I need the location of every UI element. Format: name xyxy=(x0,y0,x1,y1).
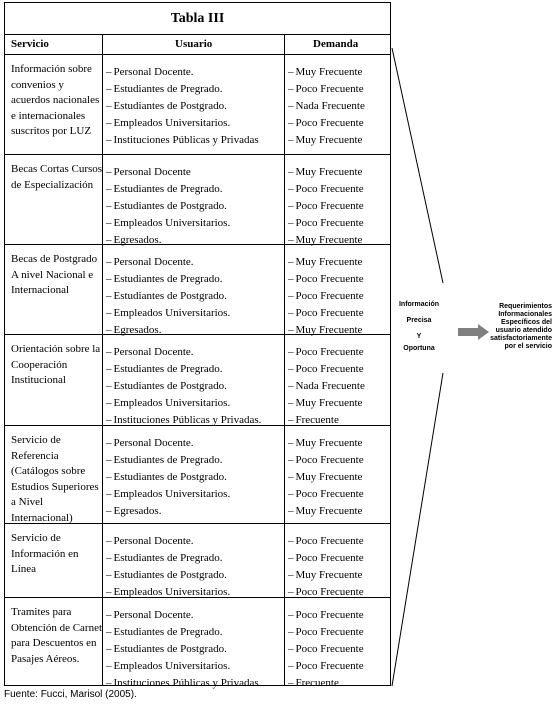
header-demanda: Demanda xyxy=(313,38,359,50)
user-item: – Estudiantes de Postgrado. xyxy=(106,641,261,658)
user-item: – Empleados Universitarios. xyxy=(106,305,230,322)
user-item: – Estudiantes de Postgrado. xyxy=(106,378,261,395)
demand-item: – Frecuente xyxy=(288,412,365,429)
demand-item: – Muy Frecuente xyxy=(288,503,364,520)
user-item: – Estudiantes de Postgrado. xyxy=(106,288,230,305)
demand-item: – Poco Frecuente xyxy=(288,305,364,322)
user-item: – Instituciones Públicas y Privadas xyxy=(106,132,259,149)
user-item: – Personal Docente. xyxy=(106,254,230,271)
user-item: – Instituciones Públicas y Privadas. xyxy=(106,675,261,692)
demand-item: – Poco Frecuente xyxy=(288,288,364,305)
user-item: – Personal Docente xyxy=(106,164,230,181)
user-item: – Empleados Universitarios. xyxy=(106,584,230,601)
user-item: – Egresados. xyxy=(106,232,230,249)
user-item: – Instituciones Públicas y Privadas. xyxy=(106,412,261,429)
header-servicio: Servicio xyxy=(11,38,49,50)
user-item: – Personal Docente. xyxy=(106,607,261,624)
user-item: – Empleados Universitarios. xyxy=(106,395,261,412)
demand-item: – Poco Frecuente xyxy=(288,658,364,675)
demand-item: – Poco Frecuente xyxy=(288,181,364,198)
demand-item: – Muy Frecuente xyxy=(288,567,364,584)
demand-item: – Poco Frecuente xyxy=(288,198,364,215)
user-item: – Estudiantes de Pregrado. xyxy=(106,452,230,469)
header-usuario: Usuario xyxy=(175,38,213,50)
demand-item: – Poco Frecuente xyxy=(288,115,365,132)
user-item: – Empleados Universitarios. xyxy=(106,115,259,132)
demand-item: – Poco Frecuente xyxy=(288,607,364,624)
user-item: – Personal Docente. xyxy=(106,64,259,81)
right-arrow-icon xyxy=(458,324,490,340)
demand-item: – Poco Frecuente xyxy=(288,452,364,469)
demand-item: – Poco Frecuente xyxy=(288,344,365,361)
demand-item: – Poco Frecuente xyxy=(288,215,364,232)
demand-item: – Poco Frecuente xyxy=(288,641,364,658)
demand-item: – Muy Frecuente xyxy=(288,132,365,149)
service-name: Orientación sobre la Cooperación Institucional xyxy=(11,343,101,386)
user-item: – Egresados. xyxy=(106,322,230,339)
user-item: – Estudiantes de Pregrado. xyxy=(106,550,230,567)
demand-item: – Poco Frecuente xyxy=(288,584,364,601)
user-item: – Estudiantes de Postgrado. xyxy=(106,567,230,584)
user-item: – Estudiantes de Pregrado. xyxy=(106,624,261,641)
user-item: – Estudiantes de Pregrado. xyxy=(106,361,261,378)
user-item: – Personal Docente. xyxy=(106,344,261,361)
demand-item: – Muy Frecuente xyxy=(288,435,364,452)
demand-item: – Poco Frecuente xyxy=(288,624,364,641)
demand-item: – Poco Frecuente xyxy=(288,361,365,378)
table-title: Tabla III xyxy=(5,3,390,35)
user-item: – Estudiantes de Pregrado. xyxy=(106,271,230,288)
info-word-1: Información xyxy=(398,301,440,308)
source-note: Fuente: Fucci, Marisol (2005). xyxy=(4,689,137,700)
user-item: – Personal Docente. xyxy=(106,533,230,550)
user-item: – Empleados Universitarios. xyxy=(106,215,230,232)
demand-item: – Poco Frecuente xyxy=(288,533,364,550)
info-word-3: Y xyxy=(416,333,422,340)
user-item: – Estudiantes de Pregrado. xyxy=(106,81,259,98)
info-quality-label xyxy=(395,300,443,360)
info-word-4: Oportuna xyxy=(403,345,435,352)
demand-item: – Muy Frecuente xyxy=(288,254,364,271)
user-item: – Empleados Universitarios. xyxy=(106,658,261,675)
demand-item: – Muy Frecuente xyxy=(288,469,364,486)
connector-top xyxy=(392,48,443,283)
demand-item: – Poco Frecuente xyxy=(288,81,365,98)
demand-item: – Muy Frecuente xyxy=(288,64,365,81)
user-item: – Estudiantes de Postgrado. xyxy=(106,469,230,486)
service-name: Servicio de Referencia (Catálogos sobre Estudios Superiores a Nivel Internacional) xyxy=(11,434,99,524)
user-item: – Estudiantes de Pregrado. xyxy=(106,181,230,198)
user-item: – Empleados Universitarios. xyxy=(106,486,230,503)
user-item: – Estudiantes de Postgrado. xyxy=(106,198,230,215)
demand-item: – Frecuente xyxy=(288,675,364,692)
demand-item: – Nada Frecuente xyxy=(288,378,365,395)
service-name: Becas de Postgrado A nivel Nacional e Internacional xyxy=(11,253,98,296)
service-name: Servicio de Información en Línea xyxy=(11,532,79,575)
demand-item: – Muy Frecuente xyxy=(288,232,364,249)
demand-item: – Poco Frecuente xyxy=(288,550,364,567)
demand-item: – Nada Frecuente xyxy=(288,98,365,115)
demand-item: – Muy Frecuente xyxy=(288,395,365,412)
connector-bottom xyxy=(392,373,443,686)
service-name: Información sobre convenios y acuerdos nacionales e internacionales suscritos por LUZ xyxy=(11,63,100,137)
demand-item: – Poco Frecuente xyxy=(288,271,364,288)
user-item: – Estudiantes de Postgrado. xyxy=(106,98,259,115)
result-label: Requerimientos Informacionales Específicos del usuario atendido satisfactoriamente por el servicio xyxy=(490,303,552,350)
demand-item: – Muy Frecuente xyxy=(288,322,364,339)
user-item: – Personal Docente. xyxy=(106,435,230,452)
info-word-2: Precisa xyxy=(406,317,432,324)
demand-item: – Poco Frecuente xyxy=(288,486,364,503)
service-name: Becas Cortas Cursos de Especialización xyxy=(11,163,103,191)
service-name: Tramites para Obtención de Carnet para Descuentos en Pasajes Aéreos. xyxy=(11,606,103,665)
demand-item: – Muy Frecuente xyxy=(288,164,364,181)
user-item: – Egresados. xyxy=(106,503,230,520)
